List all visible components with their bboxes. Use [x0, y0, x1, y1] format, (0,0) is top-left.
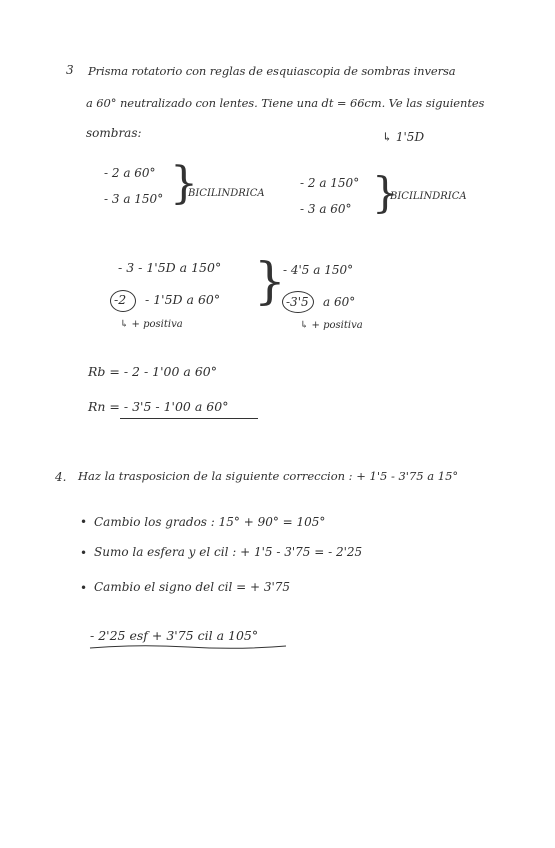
bullet-3-dot: • [80, 581, 88, 595]
problem-3-line-2: a 60° neutralizado con lentes. Tiene una dt = 66cm. Ve las siguientes [86, 96, 485, 110]
group-2-label: BICILINDRICA [390, 191, 467, 202]
rows-brace: } [254, 252, 286, 310]
group-2-brace: } [372, 168, 399, 217]
problem-3-line-3: sombras: [86, 126, 142, 140]
bullet-3-text: Cambio el signo del cil = + 3'75 [94, 580, 291, 594]
bullet-1-dot: • [80, 515, 88, 529]
bullet-2-dot: • [80, 546, 88, 560]
annotation-positive-left: ↳ + positiva [120, 319, 183, 330]
problem-3-number: 3 [66, 63, 74, 77]
group-1-brace: } [170, 158, 198, 209]
bullet-2-text: Sumo la esfera y el cil : + 1'5 - 3'75 = - 2'25 [94, 545, 363, 559]
row-4-right-number: -3'5 [286, 295, 309, 309]
row-4-right-rest: a 60° [323, 295, 356, 309]
row-3-right: - 4'5 a 150° [283, 263, 354, 277]
annotation-1-5d: ↳ 1'5D [382, 130, 425, 144]
result-rn: Rn = - 3'5 - 1'00 a 60° [88, 399, 229, 414]
group-2-line-2: - 3 a 60° [300, 202, 352, 216]
problem-4-number: 4. [55, 470, 67, 484]
group-1-label: BICILINDRICA [188, 188, 265, 199]
group-2-line-1: - 2 a 150° [300, 176, 360, 190]
bullet-1-text: Cambio los grados : 15° + 90° = 105° [94, 515, 326, 529]
group-1-line-1: - 2 a 60° [104, 166, 156, 180]
problem-4-result: - 2'25 esf + 3'75 cil a 105° [90, 628, 259, 643]
result-underline [88, 643, 288, 651]
problem-4-title: Haz la trasposicion de la siguiente correccion : + 1'5 - 3'75 a 15° [78, 469, 459, 483]
problem-3-line-1: Prisma rotatorio con reglas de esquiascopia de sombras inversa [88, 64, 456, 78]
row-4-left-number: -2 [114, 292, 127, 307]
annotation-positive-right: ↳ + positiva [300, 320, 363, 331]
row-4-left-rest: - 1'5D a 60° [145, 292, 221, 307]
rn-underline [120, 418, 258, 419]
group-1-line-2: - 3 a 150° [104, 192, 164, 206]
result-rb: Rb = - 2 - 1'00 a 60° [88, 364, 218, 379]
row-3-left: - 3 - 1'5D a 150° [118, 260, 222, 275]
